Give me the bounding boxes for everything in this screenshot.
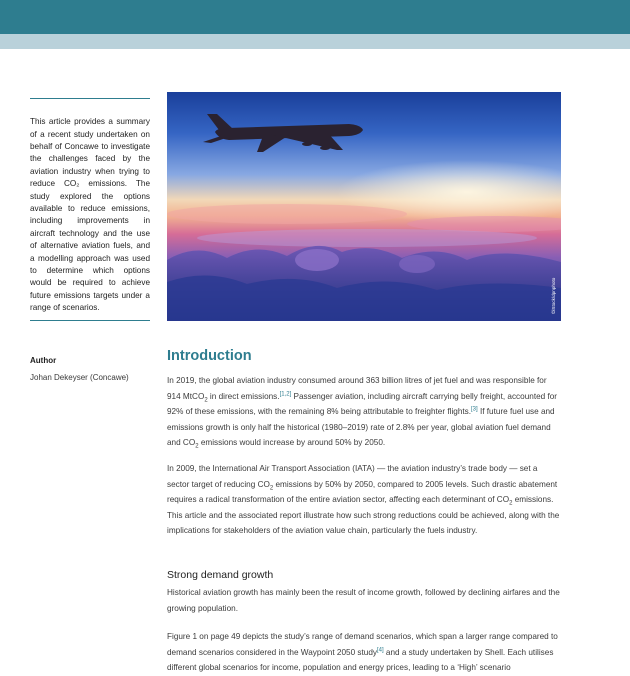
author-label: Author — [30, 356, 57, 365]
citation-ref[interactable]: [3] — [471, 406, 478, 413]
sidebar-top-rule — [30, 98, 150, 99]
summary-text: This article provides a summary of a recent study undertaken on behalf of Concawe to investigate the challenges faced by the aviation industry when trying to reduce CO₂ emissions. The study explored the options available to reduce emissions, including improvements in aircraft technology and the use of alternative aviation fuels, and a modelling approach was used to determine which options would be required to achieve future emissions targets under a range of scenarios. — [30, 117, 150, 313]
citation-ref[interactable]: [4] — [376, 646, 384, 653]
section-heading-demand-growth: Strong demand growth — [167, 569, 274, 581]
intro-paragraph-1: In 2019, the global aviation industry consumed around 363 billion litres of jet fuel and was responsible for 914 MtCO$_2$ in direct emissions.[1,2] Passenger aviation, including aircraft carrying belly freight, accounted for 92% of these emissions, with the remaining 8% being attributable to freighter flights.[3] If future fuel use and emissions growth is only half the historical (1980–2019) rate of 2.8% per year, global aviation fuel demand and $CO_2$ emissions would increase by around 50% by 2050. — [167, 376, 558, 451]
citation-ref[interactable]: [1,2] — [279, 390, 292, 397]
demand-paragraph-2: Figure 1 on page 49 depicts the study’s range of demand scenarios, which span a larger range compared to demand scenarios considered in the Waypoint 2050 study[4] and a study undertaken by Shell. Each utilises different global scenarios for income, population and energy prices, leading to a ‘High’ scenario — [167, 632, 558, 673]
intro-paragraph-2: In 2009, the International Air Transport Association (IATA) — the aviation industry’s trade body — set a sector target of reducing $CO_2$ emissions by 50% by 2050, compared to 2005 levels. Such drastic abatement requires a radical transformation of the entire aviation sector, affecting each determinant of $CO_2$ emissions. This article and the associated report illustrate how such strong reductions could be achieved, along with the implications for stakeholders of the aviation value chain, particularly the fuels industry. — [167, 464, 560, 536]
photo-credit: ©iStock/dpnphoto — [551, 277, 556, 314]
author-name: Johan Dekeyser (Concawe) — [30, 373, 129, 382]
airplane-over-clouds-icon — [167, 92, 561, 321]
sidebar-bottom-rule — [30, 320, 150, 321]
demand-paragraph-1: Historical aviation growth has mainly been the result of income growth, followed by declining airfares and the growing population. — [167, 588, 560, 613]
header-subband — [0, 34, 630, 49]
section-heading-introduction: Introduction — [167, 348, 252, 364]
hero-image — [167, 92, 561, 321]
header-band — [0, 0, 630, 34]
